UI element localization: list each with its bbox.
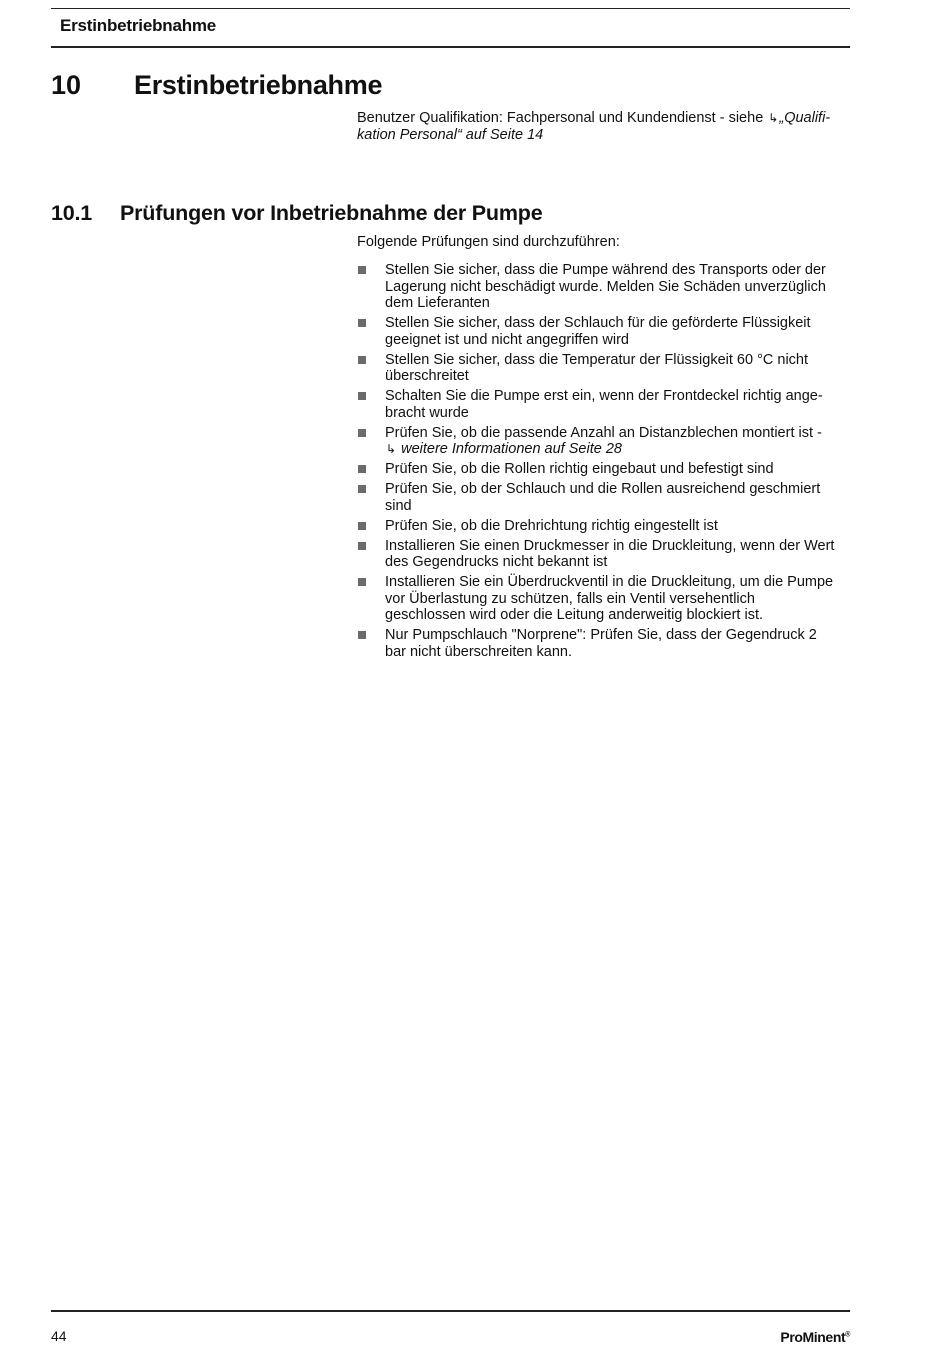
square-bullet-icon [358, 485, 366, 493]
list-item: Prüfen Sie, ob die Drehrichtung richtig eingestellt ist [357, 518, 852, 535]
section-title: Prüfungen vor Inbetriebnahme der Pumpe [120, 201, 543, 225]
square-bullet-icon [358, 319, 366, 327]
list-item: Stellen Sie sicher, dass die Temperatur der Flüssigkeit 60 °C nicht überschreitet [357, 352, 852, 385]
list-item: Prüfen Sie, ob der Schlauch und die Rollen ausreichend geschmiert sind [357, 481, 852, 514]
spacer-info-link[interactable]: weitere Informationen auf Seite 28 [401, 441, 622, 457]
list-item: Prüfen Sie, ob die passende Anzahl an Distanzblechen montiert ist - ↳ weitere Informationen auf Seite 28 [357, 425, 852, 458]
square-bullet-icon [358, 356, 366, 364]
square-bullet-icon [358, 522, 366, 530]
list-item: Nur Pumpschlauch "Norprene": Prüfen Sie, dass der Gegendruck 2 bar nicht überschreiten kann. [357, 627, 852, 660]
square-bullet-icon [358, 429, 366, 437]
chapter-number: 10 [51, 70, 82, 100]
square-bullet-icon [358, 578, 366, 586]
checklist [357, 262, 852, 664]
square-bullet-icon [358, 465, 366, 473]
list-item: Schalten Sie die Pumpe erst ein, wenn der Frontdeckel richtig ange- bracht wurde [357, 388, 852, 421]
section-heading [51, 201, 542, 226]
list-item: Stellen Sie sicher, dass die Pumpe während des Transports oder der Lagerung nicht beschädigt wurde. Melden Sie Schäden unverzüglich dem Lieferanten [357, 262, 852, 312]
footer-rule [51, 1310, 850, 1312]
list-item: Stellen Sie sicher, dass der Schlauch für die geförderte Flüssigkeit geeignet ist und nicht angegriffen wird [357, 315, 852, 348]
intro-text: Folgende Prüfungen sind durchzuführen: [357, 234, 620, 250]
square-bullet-icon [358, 266, 366, 274]
square-bullet-icon [358, 542, 366, 550]
qualification-note [357, 110, 852, 144]
header-rule-bottom [51, 46, 850, 48]
brand-logo: ProMinent® [780, 1329, 850, 1345]
running-header: Erstinbetriebnahme [60, 16, 217, 35]
list-item: Prüfen Sie, ob die Rollen richtig eingebaut und befestigt sind [357, 461, 852, 478]
arrow-reference-icon: ↳ [768, 111, 779, 125]
header-rule-top [51, 8, 850, 9]
square-bullet-icon [358, 631, 366, 639]
list-item: Installieren Sie ein Überdruckventil in die Druckleitung, um die Pumpe vor Überlastung zu schützen, falls ein Ventil versehentlich geschlossen wird oder die Leitung anderweitig blockiert ist. [357, 574, 852, 624]
arrow-reference-icon: ↳ [386, 442, 397, 456]
square-bullet-icon [358, 392, 366, 400]
qualification-text: Benutzer Qualifikation: Fachpersonal und Kundendienst - siehe [357, 110, 764, 126]
list-item: Installieren Sie einen Druckmesser in die Druckleitung, wenn der Wert des Gegendrucks nicht bekannt ist [357, 538, 852, 571]
qualification-link[interactable]: „Qualifi- kation Personal“ auf Seite 14 [357, 110, 831, 143]
section-number: 10.1 [51, 201, 93, 225]
chapter-title: Erstinbetriebnahme [134, 70, 383, 100]
page-number: 44 [51, 1328, 67, 1344]
